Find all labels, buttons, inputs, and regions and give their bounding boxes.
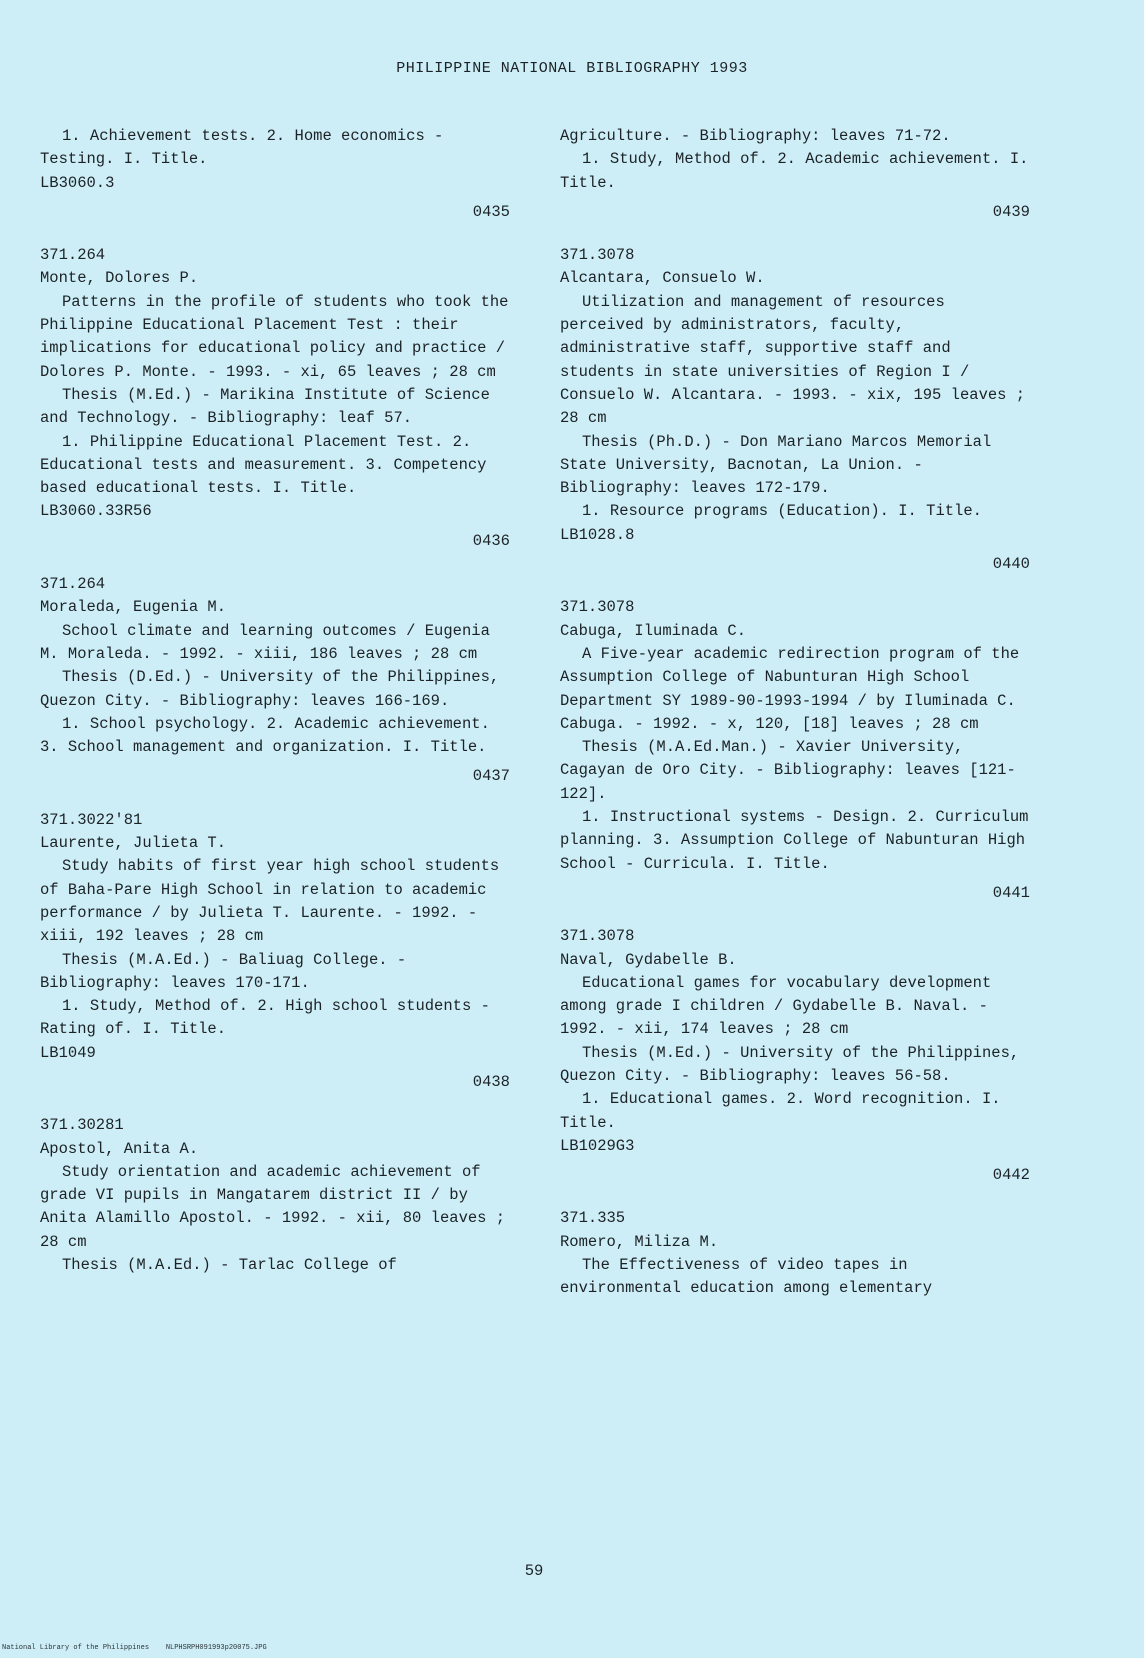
- entry-0439-continued: [560, 125, 1030, 224]
- entry-0442: [560, 925, 1030, 1187]
- entry-subjects: 1. Educational games. 2. Word recognition. I. Title.: [560, 1090, 1001, 1132]
- entry-author: Romero, Miliza M.: [560, 1232, 719, 1251]
- entry-subjects: 1. Achievement tests. 2. Home economics - Testing. I. Title.: [40, 127, 444, 169]
- entry-subjects: 1. Study, Method of. 2. Academic achievement. I. Title.: [560, 150, 1029, 192]
- entry-note: Thesis (Ph.D.) - Don Mariano Marcos Memorial State University, Bacnotan, La Union. - Bibliography: leaves 172-179.: [560, 432, 992, 498]
- entry-author: Cabuga, Iluminada C.: [560, 621, 747, 640]
- entry-author: Apostol, Anita A.: [40, 1139, 199, 1158]
- entry-note: Thesis (M.Ed.) - University of the Philippines, Quezon City. - Bibliography: leaves 56-58.: [560, 1043, 1020, 1085]
- left-column: [40, 125, 510, 1277]
- entry-author: Moraleda, Eugenia M.: [40, 598, 227, 617]
- scan-footer: National Library of the Philippines NLPHSRPH091993p20075.JPG: [2, 1644, 267, 1652]
- entry-title: School climate and learning outcomes / Eugenia M. Moraleda. - 1992. - xiii, 186 leaves ; 28 cm: [40, 621, 490, 663]
- entry-title: Patterns in the profile of students who took the Philippine Educational Placement Test : their implications for educational policy and practice / Dolores P. Monte. - 1993. - xi, 65 leaves ; 28 cm: [40, 292, 509, 381]
- entry-note: Thesis (D.Ed.) - University of the Philippines, Quezon City. - Bibliography: leaves 166-169.: [40, 668, 500, 710]
- entry-author: Naval, Gydabelle B.: [560, 950, 737, 969]
- entry-number: 0436: [472, 531, 510, 550]
- entry-number: 0442: [992, 1166, 1030, 1185]
- entry-author: Laurente, Julieta T.: [40, 834, 227, 853]
- entry-number: 0438: [472, 1072, 510, 1091]
- entry-note: Thesis (M.A.Ed.Man.) - Xavier University, Cagayan de Oro City. - Bibliography: leaves [121-122].: [560, 738, 1016, 803]
- entry-class-number: 371.3078: [560, 927, 635, 946]
- entry-0441: [560, 596, 1030, 905]
- entry-class-number: 371.3022'81: [40, 810, 143, 829]
- entry-number: 0437: [472, 767, 510, 786]
- entry-subjects: 1. Resource programs (Education). I. Title.: [582, 502, 982, 521]
- entry-class-number: 371.335: [560, 1209, 626, 1228]
- entry-title: Utilization and management of resources perceived by administrators, faculty, administrative staff, supportive staff and students in state universities of Region I / Consuelo W. Alcantara. - 1993. - xix, 195 leaves ; 28 cm: [560, 292, 1026, 428]
- entry-lcc: LB1028.8: [560, 525, 635, 544]
- entry-note: Agriculture. - Bibliography: leaves 71-72.: [560, 127, 951, 145]
- entry-class-number: 371.3078: [560, 598, 635, 617]
- entry-class-number: 371.264: [40, 575, 106, 594]
- entry-0439: [40, 1114, 510, 1277]
- entry-0435-continued: [40, 125, 510, 224]
- entry-lcc: LB1029G3: [560, 1136, 635, 1155]
- entry-note: Thesis (M.Ed.) - Marikina Institute of Science and Technology. - Bibliography: leaf 57.: [40, 385, 490, 428]
- entry-author: Alcantara, Consuelo W.: [560, 269, 765, 288]
- entry-note: Thesis (M.A.Ed.) - Baliuag College. - Bibliography: leaves 170-171.: [40, 950, 407, 992]
- entry-subjects: 1. School psychology. 2. Academic achievement. 3. School management and organization. I. Title.: [40, 714, 490, 757]
- entry-title: A Five-year academic redirection program of the Assumption College of Nabunturan High School Department SY 1989-90-1993-1994 / by Iluminada C. Cabuga. - 1992. - x, 120, [18] leaves ; 28 cm: [560, 644, 1020, 733]
- page-title: PHILIPPINE NATIONAL BIBLIOGRAPHY 1993: [396, 60, 748, 77]
- entry-0443: [560, 1207, 1030, 1300]
- page-number: 59: [524, 1562, 544, 1580]
- entry-lcc: LB3060.33R56: [40, 502, 152, 521]
- entry-title: Study orientation and academic achievement of grade VI pupils in Mangatarem district II / by Anita Alamillo Apostol. - 1992. - xii, 80 leaves ; 28 cm: [40, 1162, 506, 1251]
- entry-title: Study habits of first year high school students of Baha-Pare High School in relation to academic performance / by Julieta T. Laurente. - 1992. - xiii, 192 leaves ; 28 cm: [40, 857, 500, 946]
- entry-number: 0439: [992, 202, 1030, 221]
- right-column: [560, 125, 1030, 1301]
- entry-0438: [40, 809, 510, 1095]
- entry-subjects: 1. Philippine Educational Placement Test. 2. Educational tests and measurement. 3. Competency based educational tests. I. Title.: [40, 432, 487, 498]
- entry-number: 0440: [992, 555, 1030, 574]
- entry-subjects: 1. Study, Method of. 2. High school students - Rating of. I. Title.: [40, 997, 490, 1039]
- entry-lcc: LB1049: [40, 1043, 96, 1062]
- entry-class-number: 371.30281: [40, 1116, 124, 1135]
- entry-class-number: 371.3078: [560, 246, 635, 265]
- entry-title: The Effectiveness of video tapes in environmental education among elementary: [560, 1256, 933, 1298]
- entry-0437: [40, 573, 510, 789]
- entry-number: 0435: [472, 202, 510, 221]
- entry-0436: [40, 244, 510, 553]
- entry-class-number: 371.264: [40, 246, 106, 265]
- entry-note: Thesis (M.A.Ed.) - Tarlac College of: [62, 1256, 397, 1275]
- entry-number: 0441: [992, 883, 1030, 902]
- entry-lcc: LB3060.3: [40, 173, 115, 192]
- entry-subjects: 1. Instructional systems - Design. 2. Curriculum planning. 3. Assumption College of Nabunturan High School - Curricula. I. Title.: [560, 808, 1029, 873]
- entry-0440: [560, 244, 1030, 576]
- entry-title: Educational games for vocabulary development among grade I children / Gydabelle B. Naval. - 1992. - xii, 174 leaves ; 28 cm: [560, 973, 992, 1039]
- entry-author: Monte, Dolores P.: [40, 269, 199, 288]
